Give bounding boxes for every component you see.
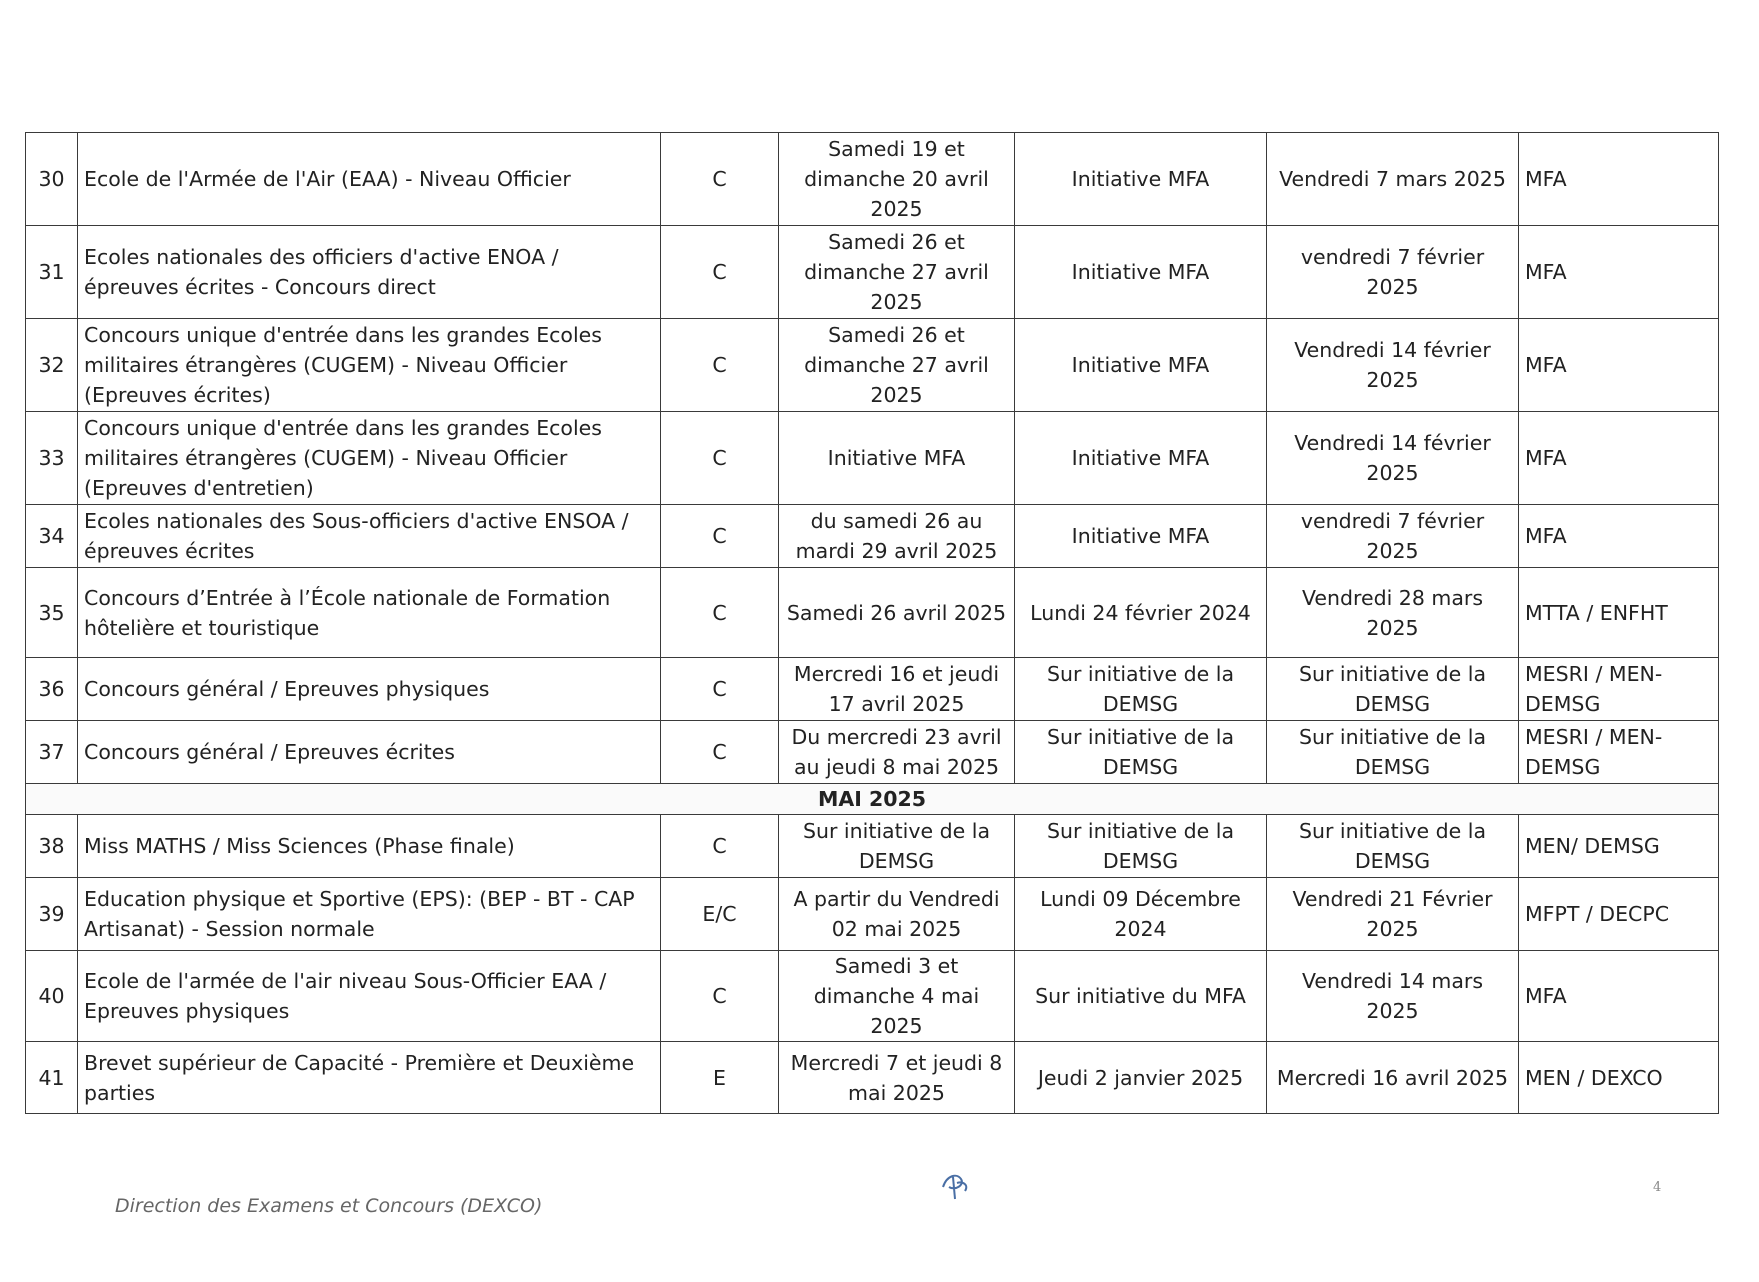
exam-type: C <box>661 721 779 784</box>
table-row <box>26 1042 1719 1114</box>
row-number: 41 <box>26 1042 78 1114</box>
registration-opening: Lundi 24 février 2024 <box>1015 568 1267 658</box>
registration-closing: Vendredi 21 Février 2025 <box>1267 878 1519 951</box>
exam-type: C <box>661 319 779 412</box>
table-row <box>26 319 1719 412</box>
exam-date: Samedi 26 et dimanche 27 avril 2025 <box>779 319 1015 412</box>
table-row <box>26 658 1719 721</box>
table-row <box>26 412 1719 505</box>
exam-name: Concours unique d'entrée dans les grandes Ecoles militaires étrangères (CUGEM) - Niveau Officier (Epreuves écrites) <box>78 319 661 412</box>
exam-type: C <box>661 226 779 319</box>
page-number: 4 <box>1653 1180 1662 1195</box>
exam-date: Mercredi 16 et jeudi 17 avril 2025 <box>779 658 1015 721</box>
table-row <box>26 133 1719 226</box>
registration-opening: Initiative MFA <box>1015 505 1267 568</box>
row-number: 31 <box>26 226 78 319</box>
registration-closing: Mercredi 16 avril 2025 <box>1267 1042 1519 1114</box>
table-row <box>26 951 1719 1042</box>
table-row <box>26 226 1719 319</box>
signature-mark <box>935 1165 975 1205</box>
registration-closing: Vendredi 28 mars 2025 <box>1267 568 1519 658</box>
exam-date: Samedi 26 avril 2025 <box>779 568 1015 658</box>
row-number: 30 <box>26 133 78 226</box>
organizer: MFPT / DECPC <box>1519 878 1719 951</box>
row-number: 38 <box>26 815 78 878</box>
registration-opening: Initiative MFA <box>1015 133 1267 226</box>
registration-closing: vendredi 7 février 2025 <box>1267 226 1519 319</box>
organizer: MFA <box>1519 133 1719 226</box>
organizer: MEN / DEXCO <box>1519 1042 1719 1114</box>
exam-name: Ecole de l'Armée de l'Air (EAA) - Niveau Officier <box>78 133 661 226</box>
exam-date: A partir du Vendredi 02 mai 2025 <box>779 878 1015 951</box>
exam-type: C <box>661 951 779 1042</box>
organizer: MFA <box>1519 319 1719 412</box>
table-row <box>26 815 1719 878</box>
month-header: MAI 2025 <box>26 784 1719 815</box>
exam-name: Ecoles nationales des officiers d'active ENOA / épreuves écrites - Concours direct <box>78 226 661 319</box>
row-number: 35 <box>26 568 78 658</box>
row-number: 40 <box>26 951 78 1042</box>
registration-opening: Lundi 09 Décembre 2024 <box>1015 878 1267 951</box>
registration-opening: Initiative MFA <box>1015 412 1267 505</box>
footer-text: Direction des Examens et Concours (DEXCO) <box>115 1195 543 1217</box>
exam-name: Education physique et Sportive (EPS): (BEP - BT - CAP Artisanat) - Session normale <box>78 878 661 951</box>
organizer: MFA <box>1519 951 1719 1042</box>
registration-opening: Sur initiative de la DEMSG <box>1015 658 1267 721</box>
exam-date: du samedi 26 au mardi 29 avril 2025 <box>779 505 1015 568</box>
organizer: MEN/ DEMSG <box>1519 815 1719 878</box>
registration-closing: Vendredi 14 février 2025 <box>1267 412 1519 505</box>
registration-closing: Sur initiative de la DEMSG <box>1267 815 1519 878</box>
exam-date: Samedi 3 et dimanche 4 mai 2025 <box>779 951 1015 1042</box>
exam-date: Mercredi 7 et jeudi 8 mai 2025 <box>779 1042 1015 1114</box>
registration-opening: Sur initiative de la DEMSG <box>1015 721 1267 784</box>
exam-type: C <box>661 815 779 878</box>
row-number: 34 <box>26 505 78 568</box>
exam-type: C <box>661 568 779 658</box>
exam-date: Samedi 19 et dimanche 20 avril 2025 <box>779 133 1015 226</box>
organizer: MTTA / ENFHT <box>1519 568 1719 658</box>
registration-opening: Jeudi 2 janvier 2025 <box>1015 1042 1267 1114</box>
row-number: 39 <box>26 878 78 951</box>
table-row <box>26 505 1719 568</box>
row-number: 32 <box>26 319 78 412</box>
organizer: MESRI / MEN-DEMSG <box>1519 658 1719 721</box>
exam-calendar-table <box>25 132 1719 1114</box>
registration-opening: Initiative MFA <box>1015 319 1267 412</box>
exam-type: E <box>661 1042 779 1114</box>
exam-type: C <box>661 133 779 226</box>
exam-name: Brevet supérieur de Capacité - Première et Deuxième parties <box>78 1042 661 1114</box>
exam-type: C <box>661 505 779 568</box>
exam-type: C <box>661 658 779 721</box>
row-number: 37 <box>26 721 78 784</box>
organizer: MESRI / MEN-DEMSG <box>1519 721 1719 784</box>
exam-type: E/C <box>661 878 779 951</box>
exam-name: Ecoles nationales des Sous-officiers d'active ENSOA / épreuves écrites <box>78 505 661 568</box>
exam-type: C <box>661 412 779 505</box>
registration-closing: vendredi 7 février 2025 <box>1267 505 1519 568</box>
row-number: 36 <box>26 658 78 721</box>
registration-opening: Sur initiative du MFA <box>1015 951 1267 1042</box>
month-header-row <box>26 784 1719 815</box>
registration-opening: Initiative MFA <box>1015 226 1267 319</box>
exam-date: Samedi 26 et dimanche 27 avril 2025 <box>779 226 1015 319</box>
exam-name: Concours unique d'entrée dans les grandes Ecoles militaires étrangères (CUGEM) - Niveau Officier (Epreuves d'entretien) <box>78 412 661 505</box>
exam-name: Concours d’Entrée à l’École nationale de Formation hôtelière et touristique <box>78 568 661 658</box>
table-row <box>26 878 1719 951</box>
exam-name: Ecole de l'armée de l'air niveau Sous-Officier EAA / Epreuves physiques <box>78 951 661 1042</box>
organizer: MFA <box>1519 412 1719 505</box>
exam-date: Du mercredi 23 avril au jeudi 8 mai 2025 <box>779 721 1015 784</box>
registration-closing: Vendredi 7 mars 2025 <box>1267 133 1519 226</box>
registration-closing: Sur initiative de la DEMSG <box>1267 658 1519 721</box>
organizer: MFA <box>1519 505 1719 568</box>
registration-closing: Sur initiative de la DEMSG <box>1267 721 1519 784</box>
exam-name: Miss MATHS / Miss Sciences (Phase finale) <box>78 815 661 878</box>
registration-opening: Sur initiative de la DEMSG <box>1015 815 1267 878</box>
exam-date: Sur initiative de la DEMSG <box>779 815 1015 878</box>
registration-closing: Vendredi 14 mars 2025 <box>1267 951 1519 1042</box>
table-row <box>26 721 1719 784</box>
exam-date: Initiative MFA <box>779 412 1015 505</box>
table-row <box>26 568 1719 658</box>
exam-name: Concours général / Epreuves physiques <box>78 658 661 721</box>
organizer: MFA <box>1519 226 1719 319</box>
exam-name: Concours général / Epreuves écrites <box>78 721 661 784</box>
registration-closing: Vendredi 14 février 2025 <box>1267 319 1519 412</box>
row-number: 33 <box>26 412 78 505</box>
